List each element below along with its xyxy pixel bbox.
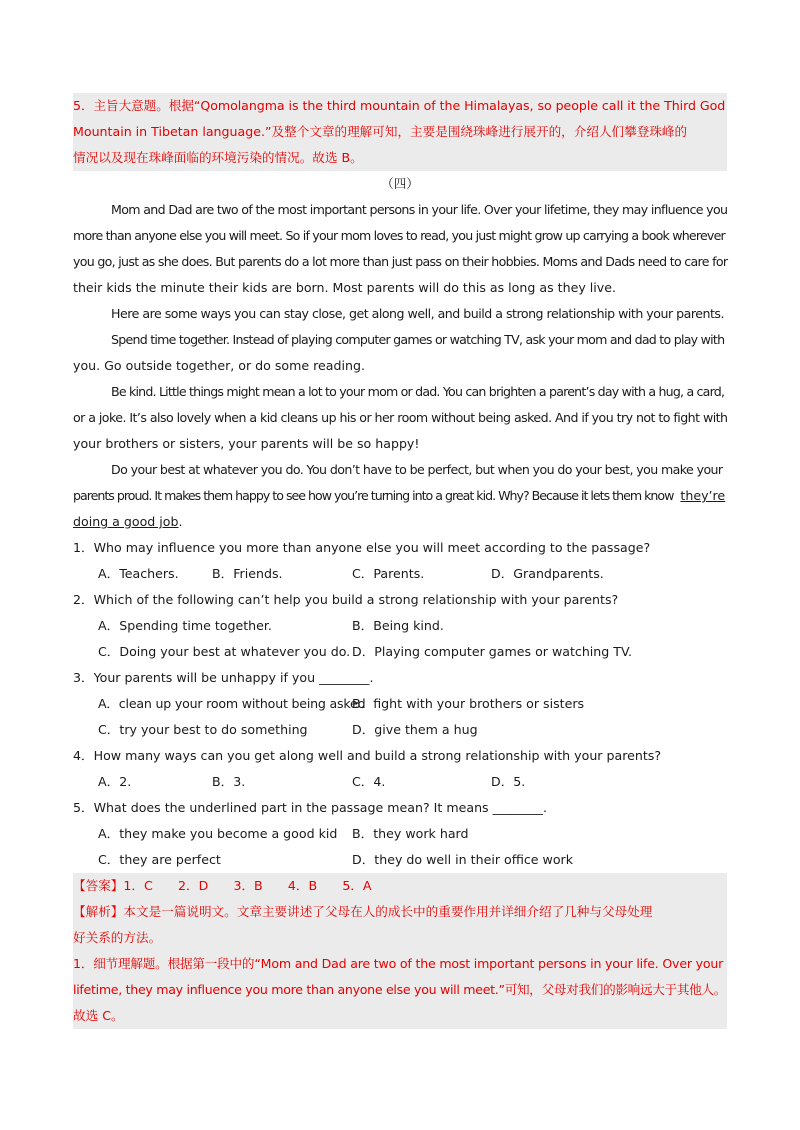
passage-text: . — [178, 514, 183, 529]
options-row — [73, 821, 727, 847]
section-title: （四） — [381, 176, 419, 191]
question-stem: 5．What does the underlined part in the passage mean? It means ________. — [73, 800, 547, 815]
question-stem: 2．Which of the following can’t help you build a strong relationship with your parents? — [73, 592, 619, 607]
options-row — [73, 717, 727, 743]
options-row — [73, 561, 727, 587]
option-d: D．5. — [491, 774, 526, 789]
underlined-phrase: doing a good job — [73, 514, 179, 529]
option-d: D．they do well in their office work — [352, 852, 574, 867]
passage-line: Here are some ways you can stay close, get along well, and build a strong relationship with your parents. — [111, 306, 724, 321]
option-c: C．they are perfect — [98, 852, 221, 867]
option-a: A．Spending time together. — [98, 618, 272, 633]
analysis-line: 好关系的方法。 — [73, 925, 727, 951]
option-d: D．give them a hug — [352, 722, 478, 737]
option-a: A．2. — [98, 774, 132, 789]
passage-line: their kids the minute their kids are born. Most parents will do this as long as they live. — [73, 280, 616, 295]
underlined-phrase: they’re — [680, 488, 726, 503]
option-b: B．they work hard — [352, 826, 469, 841]
analysis-line: lifetime, they may influence you more than anyone else you will meet.”可知，父母对我们的影响远大于其他人。 — [73, 977, 727, 1003]
option-a: A．Teachers. — [98, 566, 179, 581]
question-stem: 3．Your parents will be unhappy if you ________. — [73, 670, 374, 685]
option-b: B．Being kind. — [352, 618, 444, 633]
passage-line: Do your best at whatever you do. You don’t have to be perfect, but when you do your best, you make your — [111, 462, 723, 477]
explanation-line: Mountain in Tibetan language.”及整个文章的理解可知，主要是围绕珠峰进行展开的，介绍人们攀登珠峰的 — [73, 119, 727, 145]
passage-line — [73, 483, 727, 509]
answer-line: 【答案】1．C 2．D 3．B 4．B 5．A — [73, 873, 727, 899]
option-c: C．Parents. — [352, 566, 425, 581]
passage-line: you go, just as she does. But parents do a lot more than just pass on their hobbies. Moms and Dads need to care for — [73, 254, 728, 269]
option-a: A．they make you become a good kid — [98, 826, 338, 841]
options-row — [73, 613, 727, 639]
analysis-line: 【解析】本文是一篇说明文。文章主要讲述了父母在人的成长中的重要作用并详细介绍了几种与父母处理 — [73, 899, 727, 925]
question-stem: 1．Who may influence you more than anyone else you will meet according to the passage? — [73, 540, 651, 555]
question-stem: 4．How many ways can you get along well and build a strong relationship with your parents? — [73, 748, 662, 763]
passage-line — [73, 509, 727, 535]
page-content — [73, 93, 727, 1029]
passage-line: your brothers or sisters, your parents will be so happy! — [73, 436, 420, 451]
option-b: B．fight with your brothers or sisters — [352, 696, 585, 711]
options-row — [73, 847, 727, 873]
passage-line: Be kind. Little things might mean a lot to your mom or dad. You can brighten a parent’s day with a hug, a card, — [111, 384, 725, 399]
passage-line: you. Go outside together, or do some reading. — [73, 358, 365, 373]
options-row — [73, 691, 727, 717]
option-b: B．3. — [212, 774, 246, 789]
analysis-line: 故选 C。 — [73, 1003, 727, 1029]
option-a: A．clean up your room without being asked — [98, 696, 366, 711]
option-b: B．Friends. — [212, 566, 283, 581]
options-row — [73, 639, 727, 665]
option-c: C．Doing your best at whatever you do. — [98, 644, 351, 659]
passage-line: more than anyone else you will meet. So if your mom loves to read, you just might grow up carrying a book wherever — [73, 228, 725, 243]
options-row — [73, 769, 727, 795]
passage-line: Spend time together. Instead of playing computer games or watching TV, ask your mom and dad to play with — [111, 332, 725, 347]
passage-line: Mom and Dad are two of the most important persons in your life. Over your lifetime, they may influence you — [111, 202, 728, 217]
option-c: C．4. — [352, 774, 386, 789]
analysis-line: 1．细节理解题。根据第一段中的“Mom and Dad are two of the most important persons in your life. Over your — [73, 951, 727, 977]
explanation-line: 5．主旨大意题。根据“Qomolangma is the third mountain of the Himalayas, so people call it the Third God — [73, 93, 727, 119]
explanation-line: 情况以及现在珠峰面临的环境污染的情况。故选 B。 — [73, 145, 727, 171]
option-c: C．try your best to do something — [98, 722, 308, 737]
option-d: D．Grandparents. — [491, 566, 604, 581]
option-d: D．Playing computer games or watching TV. — [352, 644, 632, 659]
passage-line: or a joke. It’s also lovely when a kid cleans up his or her room without being asked. And if you try not to fight with — [73, 410, 728, 425]
passage-text: parents proud. It makes them happy to see how you’re turning into a great kid. Why? Because it lets them know — [73, 488, 674, 503]
